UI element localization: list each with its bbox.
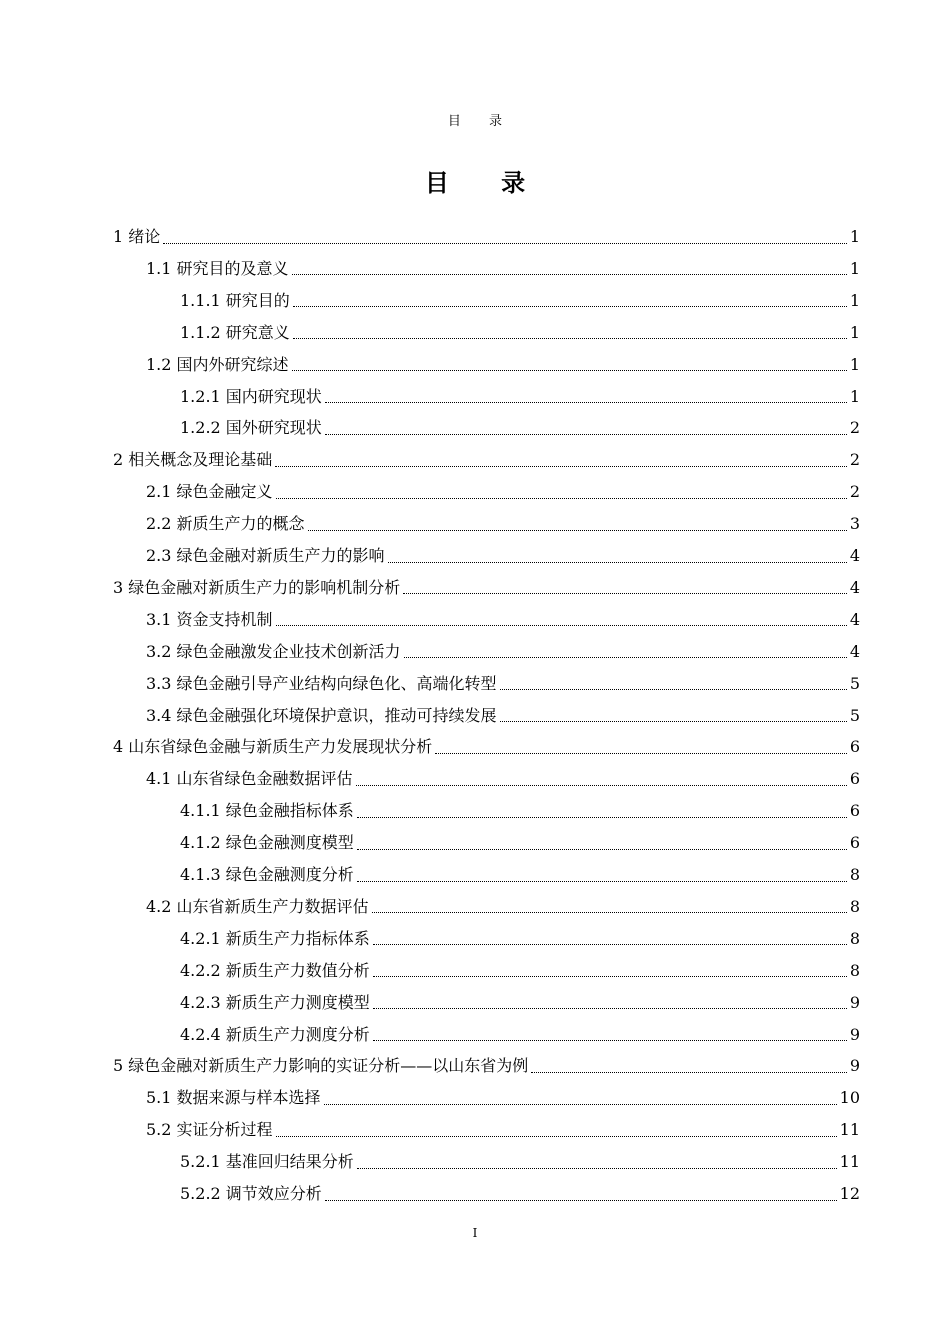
toc-entry-label: 5 绿色金融对新质生产力影响的实证分析——以山东省为例 (113, 1056, 529, 1076)
toc-entry-label: 2.3 绿色金融对新质生产力的影响 (146, 546, 385, 565)
toc-entry[interactable] (113, 221, 860, 253)
toc-entry-label: 5.2.1 基准回归结果分析 (180, 1152, 354, 1172)
toc-dot-leader (308, 530, 847, 531)
toc-entry-label: 2 相关概念及理论基础 (113, 450, 273, 470)
toc-entry[interactable] (180, 923, 860, 955)
toc-dot-leader (276, 1136, 837, 1137)
toc-entry-label: 4.1.3 绿色金融测度分析 (180, 865, 354, 884)
toc-dot-leader (324, 1104, 837, 1105)
toc-entry[interactable] (146, 700, 860, 732)
toc-dot-leader (293, 338, 847, 339)
toc-entry-page: 6 (849, 801, 860, 821)
toc-entry-label: 1 绪论 (113, 227, 161, 246)
toc-entry-label: 4.1 山东省绿色金融数据评估 (146, 769, 353, 789)
toc-entry-page: 4 (849, 577, 860, 597)
toc-entry-label: 4.2.1 新质生产力指标体系 (180, 928, 370, 948)
toc-entry-page: 4 (849, 609, 860, 629)
toc-entry[interactable] (146, 476, 860, 508)
toc-entry[interactable] (113, 572, 860, 604)
toc-entry-label: 4.1.2 绿色金融测度模型 (180, 833, 354, 853)
toc-entry-page: 1 (849, 227, 860, 246)
toc-entry-label: 1.2.2 国外研究现状 (180, 418, 322, 438)
toc-entry[interactable] (180, 1178, 860, 1210)
toc-entry-page: 1 (849, 354, 860, 374)
toc-dot-leader (435, 753, 847, 754)
page-title: 目 录 (424, 169, 548, 197)
toc-entry-page: 3 (849, 514, 860, 534)
toc-dot-leader (373, 944, 847, 945)
toc-entry-page: 4 (849, 641, 860, 661)
toc-entry-page: 1 (849, 258, 860, 278)
toc-entry-page: 4 (849, 546, 860, 565)
toc-entry-page: 11 (839, 1120, 860, 1140)
toc-dot-leader (292, 274, 847, 275)
toc-dot-leader (372, 912, 847, 913)
toc-entry[interactable] (113, 1050, 860, 1082)
toc-dot-leader (357, 881, 847, 882)
toc-entry-page: 8 (849, 960, 860, 980)
toc-entry-page: 6 (849, 833, 860, 853)
toc-entry[interactable] (146, 540, 860, 572)
toc-entry[interactable] (180, 285, 860, 317)
toc-entry[interactable] (180, 1146, 860, 1178)
toc-entry[interactable] (146, 1082, 860, 1114)
toc-entry-page: 12 (839, 1184, 860, 1203)
toc-entry-page: 9 (849, 1024, 860, 1044)
toc-entry-page: 8 (849, 865, 860, 884)
toc-dot-leader (292, 370, 847, 371)
toc-entry[interactable] (180, 859, 860, 891)
toc-entry[interactable] (146, 604, 860, 636)
toc-entry[interactable] (180, 987, 860, 1019)
toc-entry-page: 8 (849, 928, 860, 948)
toc-entry-label: 1.2 国内外研究综述 (146, 354, 289, 374)
toc-dot-leader (325, 402, 847, 403)
toc-entry-label: 4 山东省绿色金融与新质生产力发展现状分析 (113, 737, 433, 757)
toc-entry-page: 6 (849, 737, 860, 757)
toc-entry[interactable] (146, 636, 860, 668)
toc-entry-label: 1.2.1 国内研究现状 (180, 386, 322, 406)
toc-entry-page: 9 (849, 992, 860, 1012)
toc-entry-page: 2 (849, 418, 860, 438)
toc-entry-label: 2.2 新质生产力的概念 (146, 514, 305, 534)
toc-entry-label: 5.2 实证分析过程 (146, 1120, 273, 1140)
toc-entry-page: 9 (849, 1056, 860, 1076)
toc-dot-leader (531, 1072, 847, 1073)
toc-entry-label: 5.1 数据来源与样本选择 (146, 1088, 321, 1108)
toc-entry[interactable] (180, 1019, 860, 1051)
toc-entry[interactable] (180, 412, 860, 444)
toc-dot-leader (293, 306, 847, 307)
toc-entry-label: 3.3 绿色金融引导产业结构向绿色化、高端化转型 (146, 673, 497, 693)
toc-entry[interactable] (180, 381, 860, 413)
toc-entry-label: 3.2 绿色金融激发企业技术创新活力 (146, 641, 401, 661)
toc-dot-leader (373, 1008, 847, 1009)
toc-entry-page: 2 (849, 450, 860, 470)
toc-dot-leader (373, 976, 847, 977)
toc-dot-leader (275, 466, 847, 467)
toc-entry-page: 2 (849, 482, 860, 502)
toc-entry[interactable] (113, 444, 860, 476)
toc-entry-label: 4.2 山东省新质生产力数据评估 (146, 896, 369, 916)
toc-entry[interactable] (180, 955, 860, 987)
toc-dot-leader (500, 721, 847, 722)
toc-entry-page: 5 (849, 705, 860, 725)
toc-entry-page: 1 (849, 290, 860, 310)
toc-entry[interactable] (180, 795, 860, 827)
toc-entry-label: 5.2.2 调节效应分析 (180, 1184, 322, 1203)
footer-page-number: I (472, 1226, 478, 1240)
toc-entry[interactable] (113, 731, 860, 763)
running-header: 目 录 (447, 114, 515, 129)
toc-entry-page: 1 (849, 386, 860, 406)
toc-dot-leader (325, 434, 847, 435)
toc-entry-label: 4.2.4 新质生产力测度分析 (180, 1024, 370, 1044)
toc-dot-leader (357, 817, 847, 818)
toc-entry-label: 3.4 绿色金融强化环境保护意识，推动可持续发展 (146, 705, 497, 725)
toc-entry[interactable] (146, 891, 860, 923)
toc-entry[interactable] (180, 827, 860, 859)
toc-dot-leader (163, 243, 847, 244)
toc-entry-label: 4.2.3 新质生产力测度模型 (180, 992, 370, 1012)
toc-dot-leader (403, 593, 847, 594)
toc-entry[interactable] (180, 317, 860, 349)
toc-dot-leader (373, 1040, 847, 1041)
toc-entry-label: 4.1.1 绿色金融指标体系 (180, 801, 354, 821)
toc-entry-page: 11 (839, 1152, 860, 1172)
toc-entry-page: 5 (849, 673, 860, 693)
toc-entry-label: 4.2.2 新质生产力数值分析 (180, 960, 370, 980)
toc-entry-label: 1.1.1 研究目的 (180, 290, 290, 310)
toc-entry-label: 3 绿色金融对新质生产力的影响机制分析 (113, 577, 401, 597)
toc-dot-leader (500, 689, 847, 690)
toc-entry-page: 1 (849, 322, 860, 342)
toc-entry[interactable] (146, 668, 860, 700)
toc-entry[interactable] (146, 1114, 860, 1146)
toc-dot-leader (357, 1168, 837, 1169)
toc-dot-leader (276, 625, 847, 626)
toc-entry[interactable] (146, 253, 860, 285)
toc-entry-page: 8 (849, 896, 860, 916)
toc-entry-label: 1.1 研究目的及意义 (146, 258, 289, 278)
toc-dot-leader (325, 1200, 837, 1201)
toc-entry-page: 10 (839, 1088, 860, 1108)
toc-entry[interactable] (146, 763, 860, 795)
toc-dot-leader (357, 849, 847, 850)
toc-entry[interactable] (146, 508, 860, 540)
toc-entry-page: 6 (849, 769, 860, 789)
toc-entry-label: 2.1 绿色金融定义 (146, 482, 273, 502)
toc-entry-label: 1.1.2 研究意义 (180, 322, 290, 342)
toc-dot-leader (356, 785, 847, 786)
toc-dot-leader (388, 562, 847, 563)
toc-dot-leader (276, 498, 847, 499)
toc-entry-label: 3.1 资金支持机制 (146, 609, 273, 629)
toc-entry[interactable] (146, 349, 860, 381)
toc-dot-leader (404, 657, 847, 658)
